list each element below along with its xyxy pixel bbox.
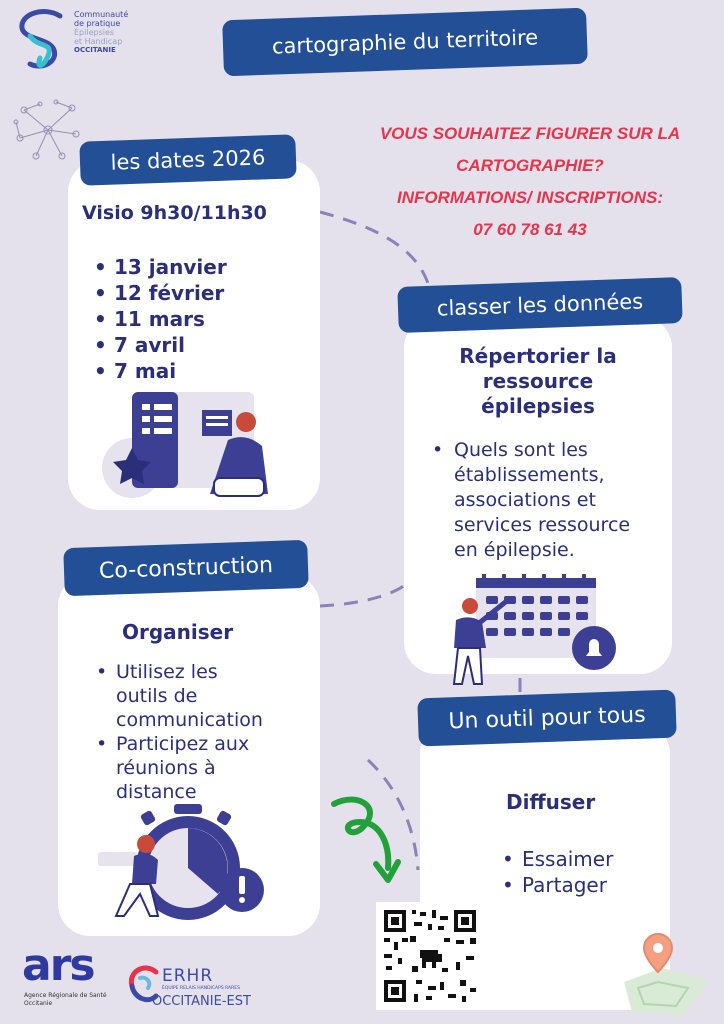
dates-card (68, 160, 320, 510)
erhr-word: ERHR (162, 966, 214, 986)
logo-line4: et Handicap (74, 37, 123, 46)
bullet-icon: • (96, 661, 108, 683)
classer-bullet-line: établissements, (454, 464, 605, 486)
coconstruction-b1-line: outils de (116, 685, 198, 707)
classer-bullet-line: associations et (454, 489, 596, 511)
dashboard-illustration-icon (98, 386, 278, 504)
coconstruction-b2-line: réunions à (116, 757, 216, 779)
dates-label-text: les dates 2026 (110, 145, 266, 175)
classer-card (404, 316, 672, 674)
ars-line2: Occitanie (24, 1000, 53, 1007)
outil-label (417, 690, 677, 747)
classer-title (404, 344, 672, 419)
outil-list (500, 846, 613, 898)
list-item: • 13 janvier (92, 254, 227, 280)
ars-logo (20, 940, 120, 1020)
contact-line1: VOUS SOUHAITEZ FIGURER SUR LA (379, 124, 681, 143)
classer-bullet (432, 438, 630, 563)
logo-line2: de pratique (74, 19, 121, 28)
coconstruction-title: Organiser (122, 620, 234, 644)
bullet-icon: • (432, 439, 444, 461)
classer-title-line2: ressource (482, 369, 594, 393)
list-item: • 7 avril (92, 332, 227, 358)
erhr-region: OCCITANIE-EST (152, 994, 251, 1009)
coconstruction-b1-line: communication (116, 709, 263, 731)
erhr-logo (126, 964, 251, 1014)
outil-label-text: Un outil pour tous (448, 702, 646, 734)
erhr-sub: ÉQUIPE RELAIS HANDICAPS RARES (162, 986, 240, 991)
coconstruction-card (58, 574, 320, 936)
coconstruction-bullets (94, 660, 263, 804)
classer-title-line1: Répertorier la (459, 344, 617, 368)
list-item: • 7 mai (92, 358, 227, 384)
contact-phone: 07 60 78 61 43 (473, 220, 587, 239)
dates-list (92, 254, 227, 384)
coconstruction-b2-line: distance (116, 781, 197, 803)
classer-bullet-line: en épilepsie. (454, 539, 575, 561)
ars-line1: Agence Régionale de Santé (24, 992, 107, 999)
list-item: • Partager (500, 872, 613, 898)
stopwatch-illustration-icon (94, 804, 274, 924)
coconstruction-b2-line: Participez aux (116, 733, 250, 755)
classer-bullet-line: Quels sont les (454, 439, 588, 461)
classer-label-text: classer les données (436, 289, 644, 321)
classer-title-line3: épilepsies (481, 394, 595, 418)
list-item: • 12 février (92, 280, 227, 306)
logo-line5: OCCITANIE (74, 46, 116, 54)
coconstruction-label-text: Co-construction (98, 552, 274, 584)
contact-info (340, 118, 720, 246)
dates-label (79, 134, 296, 186)
contact-line2: CARTOGRAPHIE? (456, 156, 604, 175)
classer-bullet-line: services ressource (454, 514, 631, 536)
list-item: • Essaimer (500, 846, 613, 872)
contact-line3: INFORMATIONS/ INSCRIPTIONS: (396, 188, 663, 207)
coconstruction-b1-line: Utilisez les (116, 661, 218, 683)
coconstruction-label (63, 540, 309, 596)
bullet-icon: • (96, 733, 108, 755)
qr-code-icon (376, 902, 484, 1010)
calendar-illustration-icon (448, 572, 618, 692)
list-item (94, 732, 263, 804)
dates-subtitle: Visio 9h30/11h30 (82, 202, 267, 224)
page-title-text: cartographie du territoire (271, 25, 539, 59)
list-item: • 11 mars (92, 306, 227, 332)
logo-line3: Épilepsies (74, 28, 115, 37)
green-arrow-icon (326, 792, 406, 884)
list-item (94, 660, 263, 732)
map-pin-illustration-icon (618, 928, 718, 1018)
outil-title: Diffuser (506, 790, 596, 814)
ars-word: ars (22, 940, 94, 991)
qr-code[interactable] (376, 902, 484, 1010)
logo-line1: Communauté (74, 10, 129, 19)
